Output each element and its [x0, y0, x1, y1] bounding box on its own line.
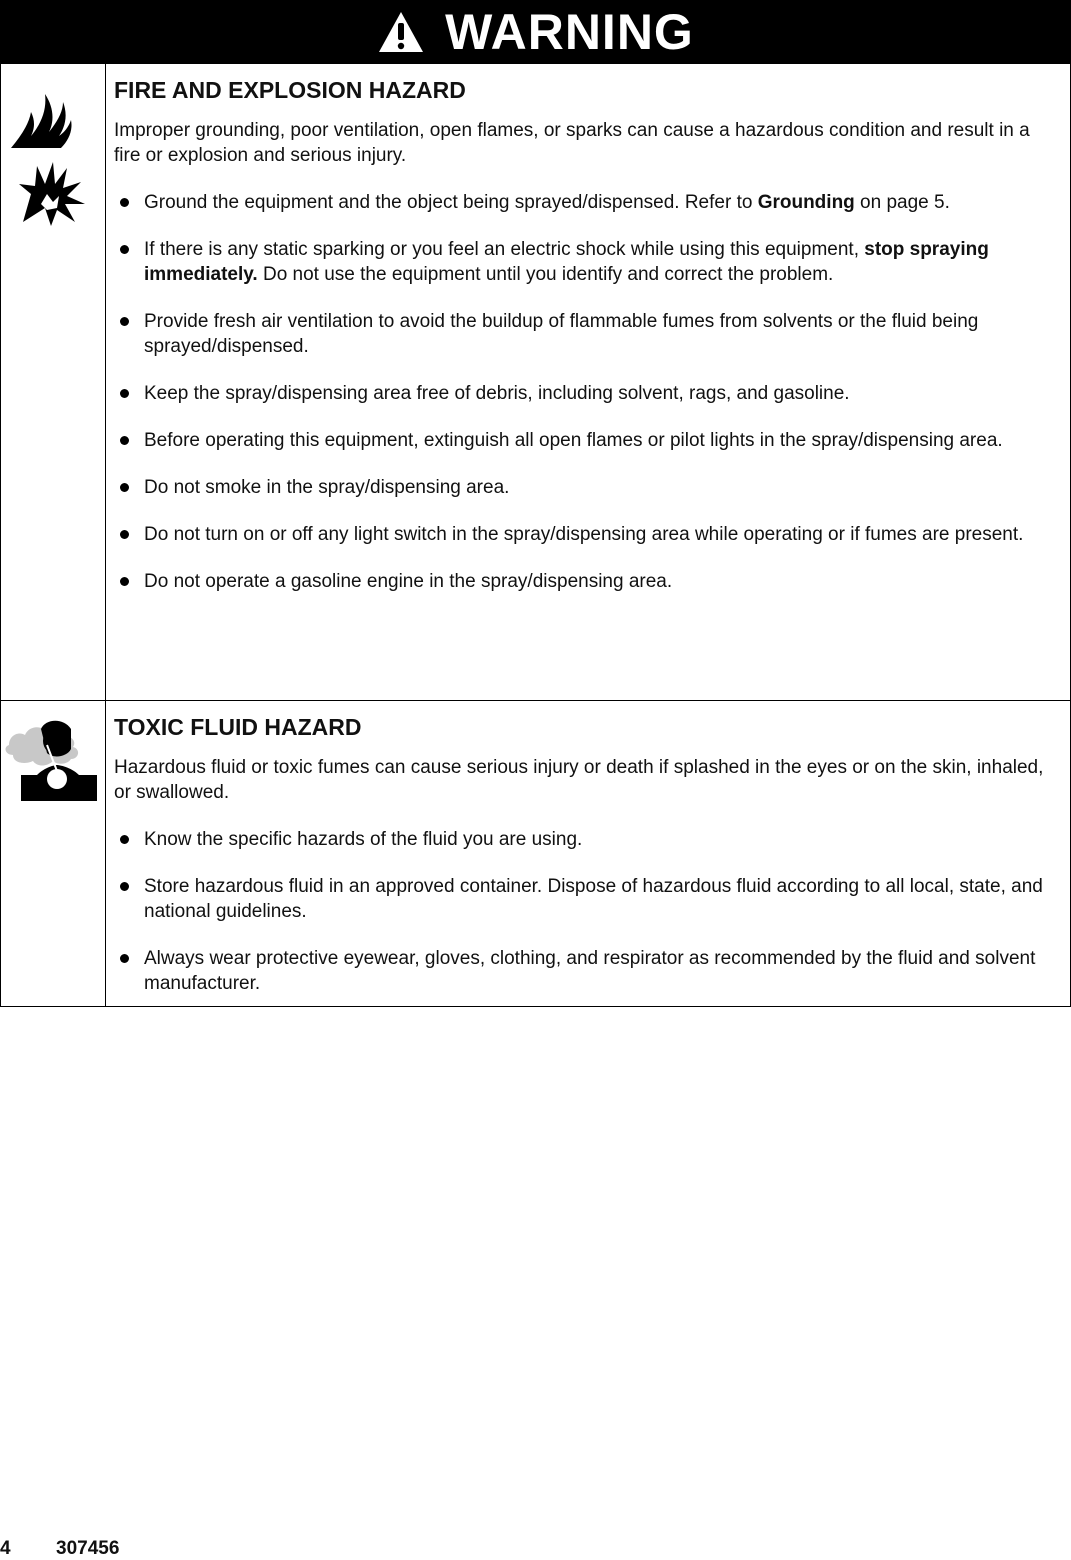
bullet-text: Ground the equipment and the object being sprayed/dispensed. Refer to [144, 192, 758, 213]
fire-explosion-icon [1, 76, 105, 246]
bullet-text: Keep the spray/dispensing area free of debris, including solvent, rags, and gasoline. [144, 383, 850, 404]
bullet-text: Do not smoke in the spray/dispensing area. [144, 477, 510, 498]
section-title: FIRE AND EXPLOSION HAZARD [114, 77, 466, 103]
bullet-dot [120, 436, 129, 445]
list-item [114, 190, 1060, 215]
list-item [114, 569, 1060, 594]
fire-hazard-text [106, 64, 1070, 700]
bullet-dot [120, 882, 129, 891]
bullet-text: Store hazardous fluid in an approved container. Dispose of hazardous fluid according to all local, state, and national guidelines. [144, 876, 1043, 922]
bullet-dot [120, 198, 129, 207]
bullet-text: Do not use the equipment until you identify and correct the problem. [257, 264, 834, 285]
toxic-hazard-text [106, 701, 1070, 1006]
bullet-bold-text: Grounding [757, 192, 855, 213]
bullet-dot [120, 389, 129, 398]
list-item [114, 522, 1060, 547]
bullet-text: Know the specific hazards of the fluid you are using. [144, 829, 583, 850]
bullet-text: Do not turn on or off any light switch in the spray/dispensing area while operating or if fumes are present. [144, 524, 1024, 545]
hazard-row-fire [1, 64, 1070, 700]
bullet-dot [120, 835, 129, 844]
section-title: TOXIC FLUID HAZARD [114, 714, 362, 740]
bullet-text: Before operating this equipment, extinguish all open flames or pilot lights in the spray/dispensing area. [144, 430, 1003, 451]
list-item [114, 428, 1060, 453]
icon-cell [1, 64, 106, 700]
warning-banner [0, 0, 1071, 64]
hazard-table [0, 64, 1071, 1007]
bullet-text: Provide fresh air ventilation to avoid the buildup of flammable fumes from solvents or the fluid being sprayed/dispensed. [144, 311, 979, 357]
document-number: 307456 [56, 1538, 120, 1559]
list-item [114, 874, 1060, 924]
list-item [114, 946, 1060, 996]
list-item [114, 827, 1060, 852]
hazard-row-toxic [1, 700, 1070, 1006]
warning-triangle-icon [377, 10, 425, 54]
list-item [114, 475, 1060, 500]
bullet-list [114, 190, 1060, 594]
banner-title: WARNING [445, 4, 694, 60]
page-number: 4 [0, 1538, 11, 1559]
bullet-bold-text: stop spraying immediately. [144, 239, 989, 285]
bullet-dot [120, 317, 129, 326]
toxic-fumes-icon [1, 715, 105, 815]
section-intro: Improper grounding, poor ventilation, open flames, or sparks can cause a hazardous condition and result in a fire or explosion and serious injury. [114, 120, 1030, 166]
list-item [114, 309, 1060, 359]
bullet-dot [120, 577, 129, 586]
bullet-dot [120, 954, 129, 963]
icon-cell [1, 701, 106, 1006]
section-intro: Hazardous fluid or toxic fumes can cause serious injury or death if splashed in the eyes or on the skin, inhaled, or swallowed. [114, 757, 1044, 803]
bullet-text: on page 5. [854, 192, 950, 213]
bullet-dot [120, 483, 129, 492]
list-item [114, 237, 1060, 287]
bullet-list [114, 827, 1060, 996]
bullet-text: If there is any static sparking or you feel an electric shock while using this equipment, [144, 239, 865, 260]
bullet-dot [120, 245, 129, 254]
bullet-dot [120, 530, 129, 539]
bullet-text: Do not operate a gasoline engine in the spray/dispensing area. [144, 571, 673, 592]
bullet-text: Always wear protective eyewear, gloves, clothing, and respirator as recommended by the fluid and solvent manufacturer. [144, 948, 1036, 994]
list-item [114, 381, 1060, 406]
